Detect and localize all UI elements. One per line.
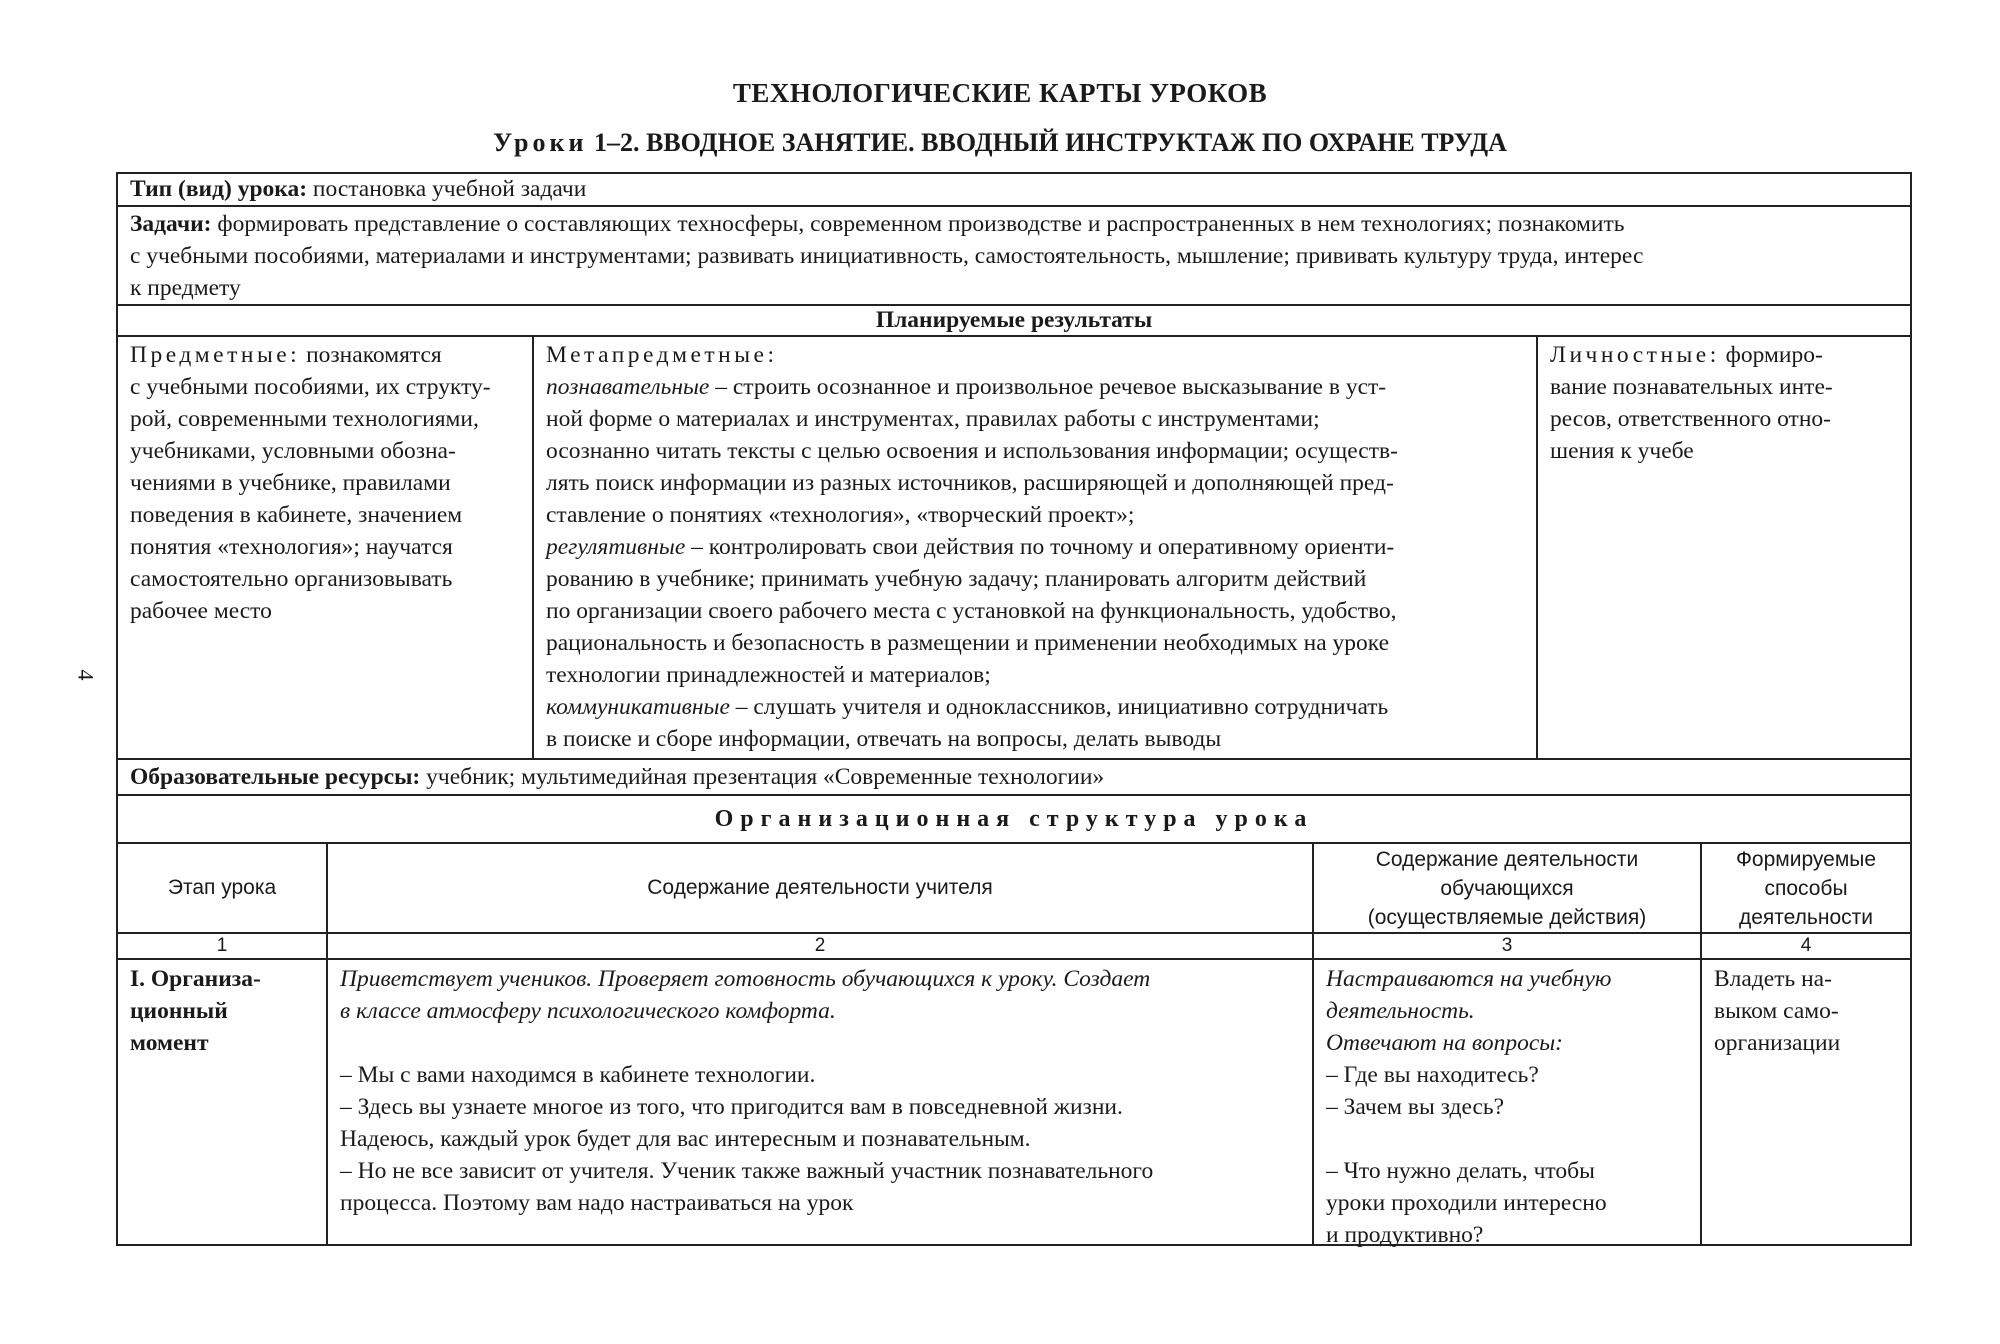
communicative-line-0: – слушать учителя и одноклассников, инициативно сотрудничать bbox=[729, 694, 1389, 720]
table-row bbox=[118, 960, 1910, 1248]
col-number-2: 2 bbox=[328, 934, 1314, 958]
subject-line-5: поведения в кабинете, значением bbox=[130, 502, 463, 528]
students-line-a1: – Зачем вы здесь? bbox=[1326, 1094, 1505, 1120]
header-students-line-2: (осуществляемые действия) bbox=[1367, 906, 1647, 929]
subject-line-4: чениями в учебнике, правилами bbox=[130, 470, 451, 496]
subject-line-2: рой, современными технологиями, bbox=[130, 406, 479, 432]
subject-line-6: понятия «технология»; научатся bbox=[130, 534, 453, 560]
teacher-line-1: – Здесь вы узнаете многое из того, что пригодится вам в повседневной жизни. bbox=[340, 1094, 1123, 1120]
col-number-4: 4 bbox=[1800, 935, 1812, 956]
students-italic-2: Отвечают на вопросы: bbox=[1326, 1030, 1563, 1056]
personal-line-1: вание познавательных инте- bbox=[1550, 374, 1833, 400]
header-methods-line-1: способы bbox=[1764, 877, 1848, 900]
page-title: ТЕХНОЛОГИЧЕСКИЕ КАРТЫ УРОКОВ bbox=[732, 78, 1268, 108]
subject-line-3: учебниками, условными обозна- bbox=[130, 438, 456, 464]
col-number-1: 1 bbox=[118, 934, 328, 958]
meta-results-cell bbox=[534, 337, 1538, 758]
tasks-line-2: с учебными пособиями, материалами и инструментами; развивать инициативность, самостоятельность, мышление; прививать культуру труда, интерес bbox=[130, 243, 1644, 269]
cognitive-label: познавательные bbox=[546, 374, 710, 400]
regulatory-label: регулятивные bbox=[546, 534, 686, 560]
stage-line-0: I. Организа- bbox=[130, 966, 261, 992]
tasks-line-3: к предмету bbox=[130, 275, 241, 301]
cognitive-line-2: осознанно читать тексты с целью освоения и использования информации; осуществ- bbox=[546, 438, 1398, 464]
header-students-line-0: Содержание деятельности bbox=[1375, 848, 1639, 871]
subject-line-8: рабочее место bbox=[130, 598, 272, 624]
header-students-line-1: обучающихся bbox=[1440, 877, 1574, 900]
teacher-line-0: – Мы с вами находимся в кабинете технологии. bbox=[340, 1062, 816, 1088]
methods-line-1: выком само- bbox=[1714, 998, 1839, 1024]
regulatory-line-3: рациональность и безопасность в размещении и применении необходимых на уроке bbox=[546, 630, 1390, 656]
personal-line-2: ресов, ответственного отно- bbox=[1550, 406, 1831, 432]
students-line-b2: и продуктивно? bbox=[1326, 1222, 1484, 1248]
communicative-line-1: в поиске и сборе информации, отвечать на вопросы, делать выводы bbox=[546, 726, 1222, 752]
regulatory-line-4: технологии принадлежностей и материалов; bbox=[546, 662, 991, 688]
communicative-label: коммуникативные bbox=[546, 694, 730, 720]
subtitle-main: 1–2. ВВОДНОЕ ЗАНЯТИЕ. ВВОДНЫЙ ИНСТРУКТАЖ ПО ОХРАНЕ ТРУДА bbox=[587, 128, 1507, 157]
lesson-type-value: постановка учебной задачи bbox=[307, 176, 587, 202]
stage-cell bbox=[118, 960, 328, 1244]
tasks-line-1 bbox=[130, 208, 1898, 240]
personal-results-cell bbox=[1538, 337, 1910, 758]
header-stage: Этап урока bbox=[118, 844, 328, 932]
structure-title-row bbox=[118, 796, 1910, 844]
methods-cell bbox=[1702, 960, 1910, 1244]
lesson-card-table bbox=[116, 172, 1912, 1246]
teacher-italic-1: в классе атмосферу психологического комфорта. bbox=[340, 998, 836, 1024]
stage-line-2: момент bbox=[130, 1030, 209, 1056]
teacher-italic-0: Приветствует учеников. Проверяет готовность обучающихся к уроку. Создает bbox=[340, 966, 1151, 992]
personal-results-label: Личностные: bbox=[1550, 342, 1720, 368]
students-line-b0: – Что нужно делать, чтобы bbox=[1326, 1158, 1595, 1184]
subject-line-1: с учебными пособиями, их структу- bbox=[130, 374, 491, 400]
regulatory-line-1: рованию в учебнике; принимать учебную задачу; планировать алгоритм действий bbox=[546, 566, 1367, 592]
resources-value: учебник; мультимедийная презентация «Современные технологии» bbox=[420, 764, 1105, 790]
tasks-text-1: формировать представление о составляющих техносферы, современном производстве и распространенных в нем технологиях; познакомить bbox=[211, 211, 1625, 237]
cognitive-line-3: лять поиск информации из разных источников, расширяющей и дополняющей пред- bbox=[546, 470, 1394, 496]
tasks-row bbox=[118, 207, 1910, 306]
methods-line-0: Владеть на- bbox=[1714, 966, 1832, 992]
planned-results-header: Планируемые результаты bbox=[875, 307, 1153, 333]
resources-row bbox=[118, 760, 1910, 796]
planned-results-header-row bbox=[118, 306, 1910, 337]
teacher-line-4: процесса. Поэтому вам надо настраиваться на урок bbox=[340, 1190, 854, 1216]
students-italic-0: Настраиваются на учебную bbox=[1326, 966, 1612, 992]
teacher-cell bbox=[328, 960, 1314, 1244]
subject-line-0: познакомятся bbox=[300, 342, 442, 368]
tasks-label: Задачи: bbox=[130, 211, 212, 237]
teacher-line-3: – Но не все зависит от учителя. Ученик также важный участник познавательного bbox=[340, 1158, 1154, 1184]
subject-results-cell bbox=[118, 337, 534, 758]
header-methods-line-0: Формируемые bbox=[1735, 848, 1877, 871]
subject-line-7: самостоятельно организовывать bbox=[130, 566, 453, 592]
cognitive-line-0: – строить осознанное и произвольное речевое высказывание в уст- bbox=[709, 374, 1387, 400]
meta-results-label: Метапредметные: bbox=[546, 342, 778, 368]
students-line-b1: уроки проходили интересно bbox=[1326, 1190, 1607, 1216]
lesson-subtitle bbox=[0, 128, 2000, 158]
structure-title: Организационная структура урока bbox=[714, 806, 1314, 832]
regulatory-line-0: – контролировать свои действия по точному и оперативному ориенти- bbox=[685, 534, 1395, 560]
stage-line-1: ционный bbox=[130, 998, 228, 1024]
personal-line-3: шения к учебе bbox=[1550, 438, 1694, 464]
students-line-a0: – Где вы находитесь? bbox=[1326, 1062, 1539, 1088]
personal-line-0: формиро- bbox=[1719, 342, 1823, 368]
subject-results-label: Предметные: bbox=[130, 342, 301, 368]
col-number-3: 3 bbox=[1314, 934, 1702, 958]
lesson-type-label: Тип (вид) урока: bbox=[130, 176, 308, 202]
cognitive-line-1: ной форме о материалах и инструментах, правилах работы с инструментами; bbox=[546, 406, 1320, 432]
header-methods bbox=[1702, 844, 1910, 932]
lesson-type-row bbox=[118, 174, 1910, 207]
cognitive-line-4: ставление о понятиях «технология», «творческий проект»; bbox=[546, 502, 1135, 528]
subtitle-prefix: Уроки bbox=[493, 128, 588, 157]
page-number: 4 bbox=[73, 669, 99, 681]
header-students bbox=[1314, 844, 1702, 932]
header-methods-line-2: деятельности bbox=[1739, 906, 1873, 929]
planned-results-row bbox=[118, 337, 1910, 760]
regulatory-line-2: по организации своего рабочего места с установкой на функциональность, удобство, bbox=[546, 598, 1397, 624]
column-numbers-row bbox=[118, 934, 1910, 960]
methods-line-2: организации bbox=[1714, 1030, 1841, 1056]
resources-label: Образовательные ресурсы: bbox=[130, 764, 421, 790]
structure-header-row bbox=[118, 844, 1910, 934]
header-teacher: Содержание деятельности учителя bbox=[328, 844, 1314, 932]
teacher-line-2: Надеюсь, каждый урок будет для вас интересным и познавательным. bbox=[340, 1126, 1031, 1152]
students-italic-1: деятельность. bbox=[1326, 998, 1475, 1024]
students-cell bbox=[1314, 960, 1702, 1248]
